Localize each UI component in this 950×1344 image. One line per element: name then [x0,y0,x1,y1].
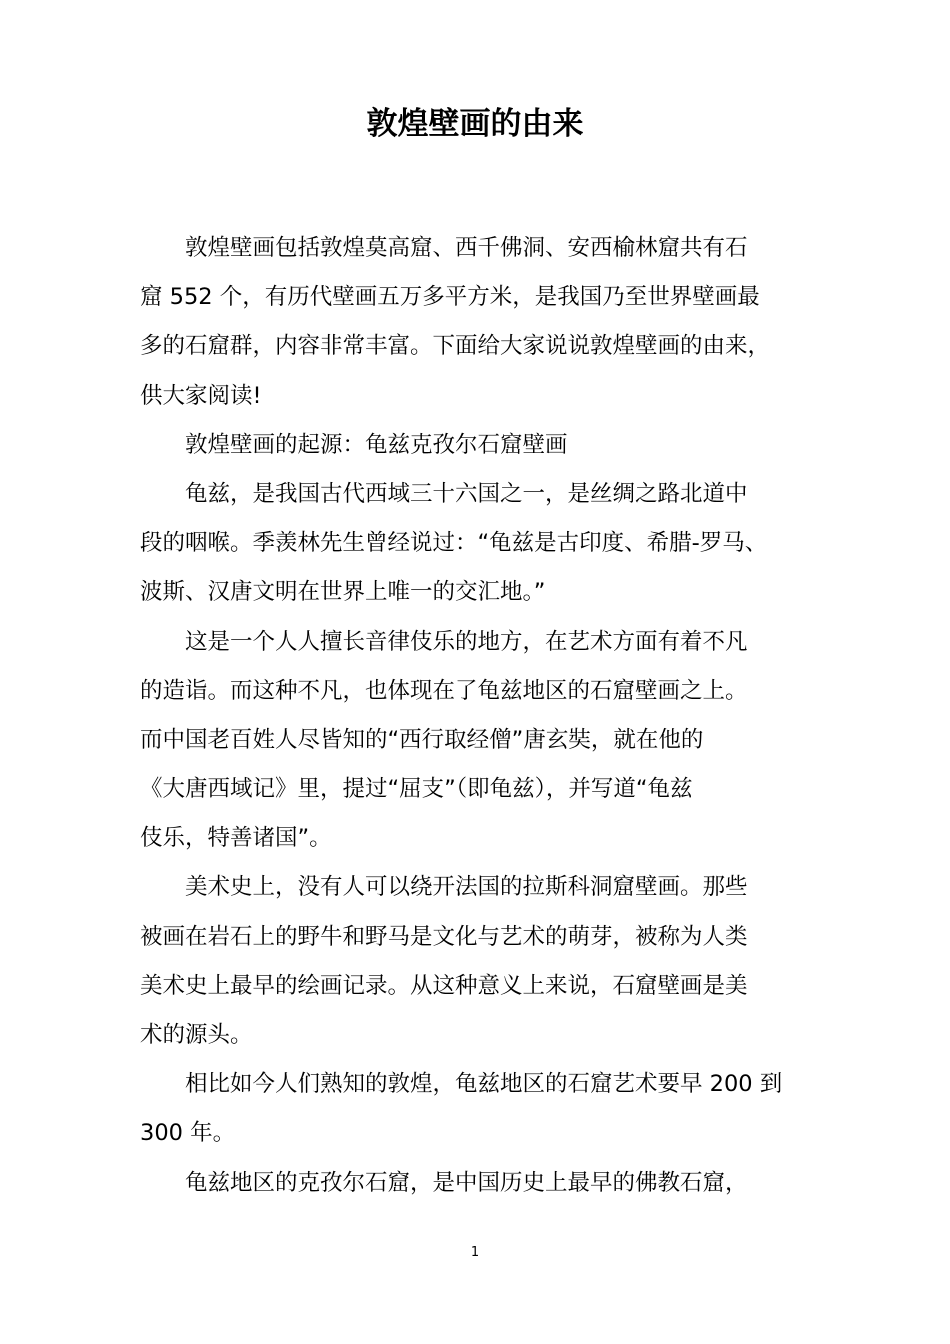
text-line: 美术史上最早的绘画记录。从这种意义上来说，石窟壁画是美 [140,972,748,999]
document-title: 敦煌壁画的由来 [366,106,584,142]
text-line: 的造诣。而这种不凡，也体现在了龟兹地区的石窟壁画之上。 [140,677,748,704]
text-line: 《大唐西域记》里，提过“屈支”（即龟兹），并写道“龟兹 [140,776,693,803]
text-line: 多的石窟群，内容非常丰富。下面给大家说说敦煌壁画的由来， [140,333,771,360]
text-line: 相比如今人们熟知的敦煌，龟兹地区的石窟艺术要早 200 到 [185,1071,783,1098]
text-line: 伎乐，特善诸国”。 [140,825,332,852]
page-number: 1 [470,1245,480,1260]
text-line: 波斯、汉唐文明在世界上唯一的交汇地。” [140,579,546,606]
text-line: 而中国老百姓人尽皆知的“西行取经僧”唐玄奘，就在他的 [140,726,704,753]
text-line: 敦煌壁画包括敦煌莫高窟、西千佛洞、安西榆林窟共有石 [185,235,748,261]
text-line: 龟兹，是我国古代西域三十六国之一，是丝绸之路北道中 [185,480,748,507]
text-line: 被画在岩石上的野牛和野马是文化与艺术的萌芽，被称为人类 [140,923,748,950]
section-heading: 敦煌壁画的起源：龟兹克孜尔石窟壁画 [185,431,568,458]
document-body [140,224,860,1208]
text-line: 窟 552 个，有历代壁画五万多平方米，是我国乃至世界壁画最 [140,284,760,311]
text-line: 术的源头。 [140,1022,253,1048]
text-line: 300 年。 [140,1120,236,1147]
text-line: 这是一个人人擅长音律伎乐的地方，在艺术方面有着不凡 [185,628,748,655]
text-line: 美术史上，没有人可以绕开法国的拉斯科洞窟壁画。那些 [185,874,748,901]
text-line: 供大家阅读! [140,382,262,409]
text-line: 段的咽喉。季羡林先生曾经说过：“龟兹是古印度、希腊-罗马、 [140,530,768,557]
text-line: 龟兹地区的克孜尔石窟，是中国历史上最早的佛教石窟， [185,1169,748,1196]
